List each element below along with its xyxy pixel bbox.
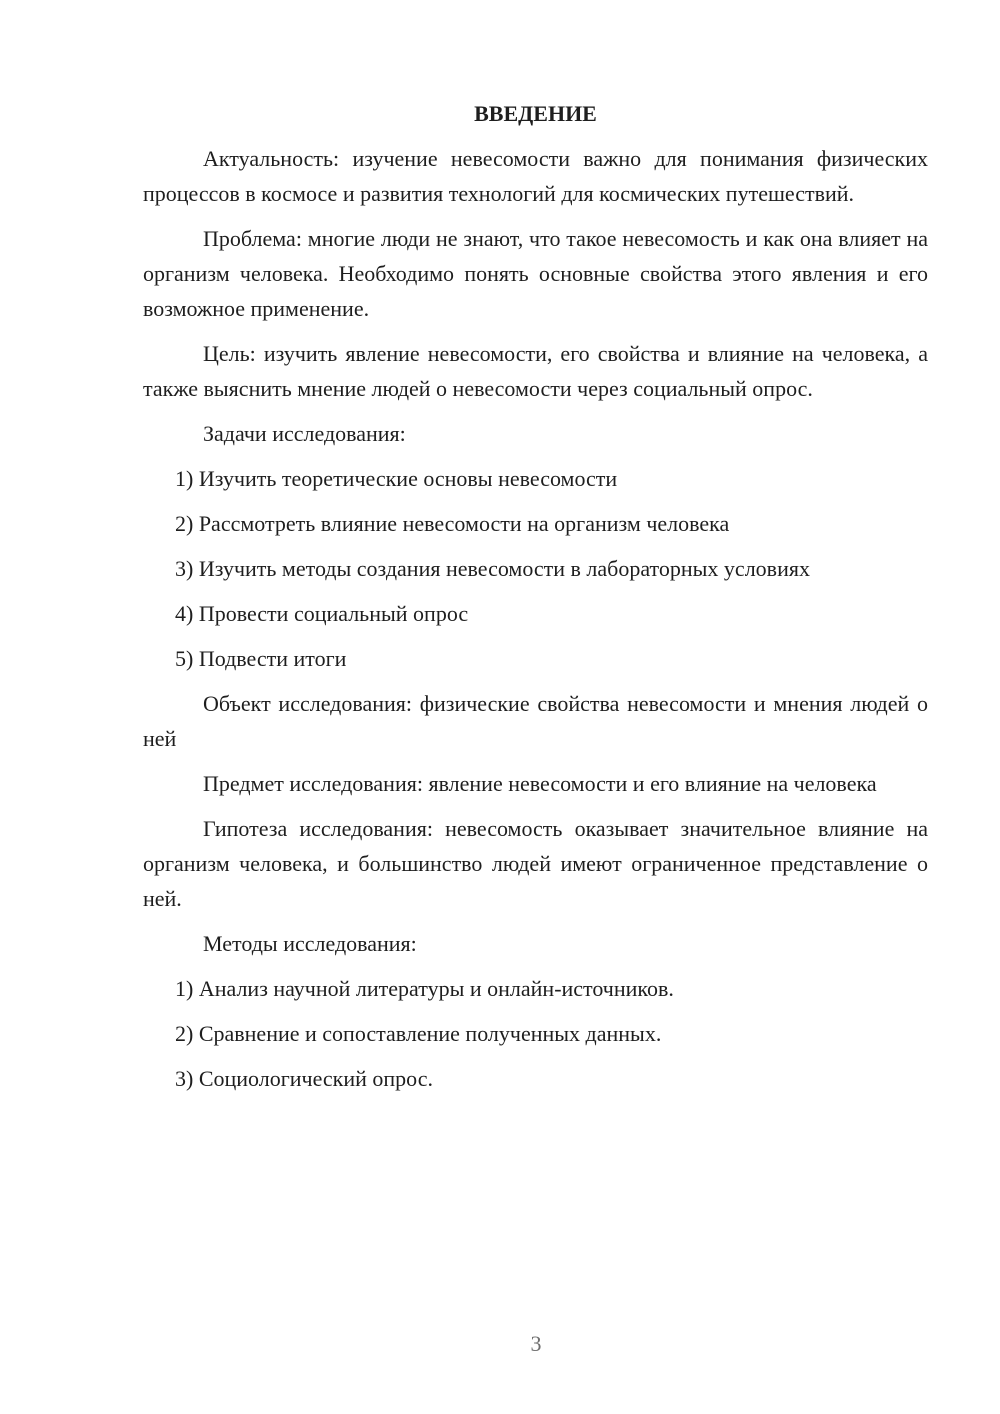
page-number: 3 bbox=[530, 1331, 542, 1356]
task-item: 2) Рассмотреть влияние невесомости на организм человека bbox=[175, 511, 730, 536]
tasks-heading: Задачи исследования: bbox=[203, 421, 406, 446]
subject-paragraph: Предмет исследования: явление невесомости и его влияние на человека bbox=[203, 771, 877, 796]
document-page bbox=[143, 96, 928, 1106]
method-item: 2) Сравнение и сопоставление полученных данных. bbox=[175, 1021, 662, 1046]
problem-paragraph: Проблема: многие люди не знают, что такое невесомость и как она влияет на организм человека. Необходимо понять основные свойства этого явления и его возможное применение. bbox=[143, 226, 928, 321]
methods-heading: Методы исследования: bbox=[203, 931, 417, 956]
task-item: 5) Подвести итоги bbox=[175, 646, 347, 671]
goal-paragraph: Цель: изучить явление невесомости, его свойства и влияние на человека, а также выяснить мнение людей о невесомости через социальный опрос. bbox=[143, 341, 928, 401]
relevance-paragraph: Актуальность: изучение невесомости важно для понимания физических процессов в космосе и развития технологий для космических путешествий. bbox=[143, 146, 928, 206]
method-item: 3) Социологический опрос. bbox=[175, 1066, 433, 1091]
method-item: 1) Анализ научной литературы и онлайн-источников. bbox=[175, 976, 674, 1001]
task-item: 1) Изучить теоретические основы невесомости bbox=[175, 466, 618, 491]
object-paragraph: Объект исследования: физические свойства невесомости и мнения людей о ней bbox=[143, 691, 928, 751]
task-item: 4) Провести социальный опрос bbox=[175, 601, 469, 626]
task-item: 3) Изучить методы создания невесомости в лабораторных условиях bbox=[175, 556, 810, 581]
hypothesis-paragraph: Гипотеза исследования: невесомость оказывает значительное влияние на организм человека, и большинство людей имеют ограниченное представление о ней. bbox=[143, 816, 928, 911]
section-title: ВВЕДЕНИЕ bbox=[474, 101, 597, 126]
